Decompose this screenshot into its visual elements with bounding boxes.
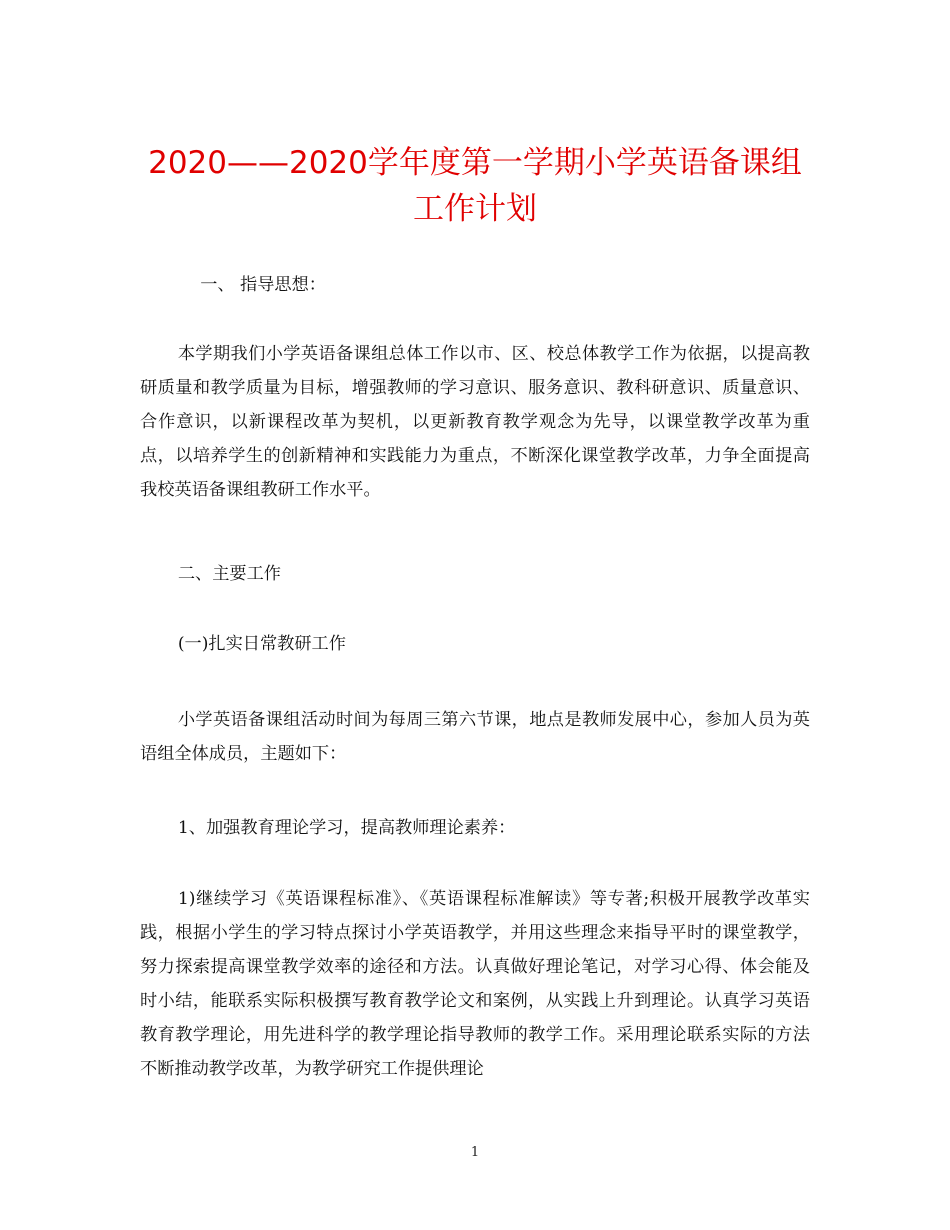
item1-heading: 1、加强教育理论学习，提高教师理论素养： — [177, 818, 516, 838]
section1-paragraph: 本学期我们小学英语备课组总体工作以市、区、校总体教学工作为依据，以提高教研质量和教学质量为目标，增强教师的学习意识、服务意识、教科研意识、质量意识、合作意识，以新课程改革为契机，以更新教育教学观念为先导，以课堂教学改革为重点，以培养学生的创新精神和实践能力为重点，不断深化课堂教学改革，力争全面提高我校英语备课组教研工作水平。 — [140, 344, 810, 500]
document-title: 2020——2020学年度第一学期小学英语备课组工作计划 — [148, 145, 802, 227]
subsection1-heading: (一)扎实日常教研工作 — [177, 634, 346, 654]
section2-heading: 二、主要工作 — [177, 564, 281, 584]
item1-sub1-paragraph: 1)继续学习《英语课程标准》、《英语课程标准解读》等专著;积极开展教学改革实践，根据小学生的学习特点探讨小学英语教学，并用这些理念来指导平时的课堂教学，努力探索提高课堂教学效率的途径和方法。认真做好理论笔记，对学习心得、体会能及时小结，能联系实际积极撰写教育教学论文和案例，从实践上升到理论。认真学习英语教育教学理论，用先进科学的教学理论指导教师的教学工作。采用理论联系实际的方法不断推动教学改革，为教学研究工作提供理论 — [140, 889, 810, 1079]
subsection1-paragraph: 小学英语备课组活动时间为每周三第六节课，地点是教师发展中心，参加人员为英语组全体成员，主题如下： — [140, 710, 810, 764]
page-number: 1 — [470, 1145, 480, 1160]
section1-heading: 一、 指导思想： — [200, 275, 326, 295]
